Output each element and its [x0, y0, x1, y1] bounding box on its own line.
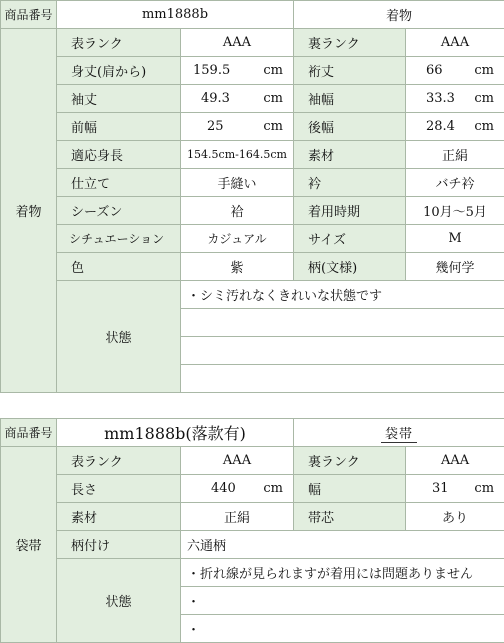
condition-note: [181, 309, 504, 337]
obi-id-label: 商品番号: [1, 419, 57, 447]
obi-condition-label: 状態: [57, 559, 181, 643]
kimono-key: 袖幅: [294, 85, 406, 113]
kimono-id-label: 商品番号: [1, 1, 57, 29]
kimono-value: 手縫い: [181, 169, 294, 197]
kimono-value: 紫: [181, 253, 294, 281]
unit-label: cm: [474, 481, 504, 496]
obi-key: 素材: [57, 503, 181, 531]
kimono-condition-label: 状態: [57, 281, 181, 393]
obi-key: 長さ: [57, 475, 181, 503]
kimono-value: 33.3: [412, 91, 455, 106]
condition-note: ・折れ線が見られますが着用には問題ありません: [181, 559, 504, 587]
kimono-key: 衿: [294, 169, 406, 197]
kimono-key: シーズン: [57, 197, 181, 225]
obi-value: 31: [412, 481, 449, 496]
unit-label: cm: [263, 119, 293, 134]
obi-id-value: mm1888b(落款有): [57, 419, 294, 447]
unit-label: cm: [474, 91, 504, 106]
unit-label: cm: [263, 91, 293, 106]
kimono-value: 25: [187, 119, 224, 134]
kimono-value-cell: [406, 113, 504, 141]
kimono-key: 適応身長: [57, 141, 181, 169]
kimono-key: シチュエーション: [57, 225, 181, 253]
obi-value: 正絹: [181, 503, 294, 531]
kimono-key: 前幅: [57, 113, 181, 141]
kimono-value: バチ衿: [406, 169, 504, 197]
kimono-value: M: [406, 225, 504, 253]
condition-note: ・: [181, 615, 504, 643]
kimono-value-cell: [181, 113, 294, 141]
kimono-side-label: 着物: [1, 29, 57, 393]
kimono-value: 49.3: [187, 91, 230, 106]
obi-value: AAA: [181, 447, 294, 475]
obi-pattern-label: 柄付け: [57, 531, 181, 559]
obi-pattern-value: 六通柄: [181, 531, 504, 559]
obi-value: AAA: [406, 447, 504, 475]
obi-key: 裏ランク: [294, 447, 406, 475]
obi-value-cell: [406, 475, 504, 503]
condition-note: [181, 337, 504, 365]
kimono-value-cell: [406, 85, 504, 113]
obi-value: あり: [406, 503, 504, 531]
kimono-key: 色: [57, 253, 181, 281]
obi-value-cell: [181, 475, 294, 503]
kimono-value: 10月～5月: [406, 197, 504, 225]
kimono-value: 159.5: [187, 63, 230, 78]
kimono-value: 28.4: [412, 119, 455, 134]
kimono-value-cell: [181, 57, 294, 85]
kimono-key: 袖丈: [57, 85, 181, 113]
kimono-key: 後幅: [294, 113, 406, 141]
unit-label: cm: [263, 481, 293, 496]
kimono-key: 素材: [294, 141, 406, 169]
condition-note: ・: [181, 587, 504, 615]
condition-note: ・シミ汚れなくきれいな状態です: [181, 281, 504, 309]
obi-value: 440: [187, 481, 236, 496]
kimono-key: 着用時期: [294, 197, 406, 225]
kimono-value: 正絹: [406, 141, 504, 169]
kimono-key: 仕立て: [57, 169, 181, 197]
kimono-value: AAA: [181, 29, 294, 57]
kimono-key: 裏ランク: [294, 29, 406, 57]
obi-category-title: 袋帯: [381, 423, 417, 443]
unit-label: cm: [474, 63, 504, 78]
condition-note: [181, 365, 504, 393]
kimono-value: 袷: [181, 197, 294, 225]
unit-label: cm: [474, 119, 504, 134]
obi-key: 帯芯: [294, 503, 406, 531]
kimono-value: 66: [412, 63, 443, 78]
obi-key: 幅: [294, 475, 406, 503]
obi-category-cell: [294, 419, 504, 447]
kimono-key: 裄丈: [294, 57, 406, 85]
unit-label: cm: [263, 63, 293, 78]
obi-side-label: 袋帯: [1, 447, 57, 643]
kimono-value: AAA: [406, 29, 504, 57]
kimono-key: 身丈(肩から): [57, 57, 181, 85]
kimono-value: 幾何学: [406, 253, 504, 281]
kimono-value-cell: [406, 57, 504, 85]
kimono-key: 表ランク: [57, 29, 181, 57]
obi-key: 表ランク: [57, 447, 181, 475]
kimono-value: カジュアル: [181, 225, 294, 253]
obi-table: [0, 418, 504, 643]
kimono-value-cell: [181, 85, 294, 113]
kimono-id-value: mm1888b: [57, 1, 294, 29]
kimono-value: 154.5cm-164.5cm: [181, 141, 294, 169]
kimono-key: 柄(文様): [294, 253, 406, 281]
kimono-key: サイズ: [294, 225, 406, 253]
kimono-category-title: 着物: [294, 1, 504, 29]
